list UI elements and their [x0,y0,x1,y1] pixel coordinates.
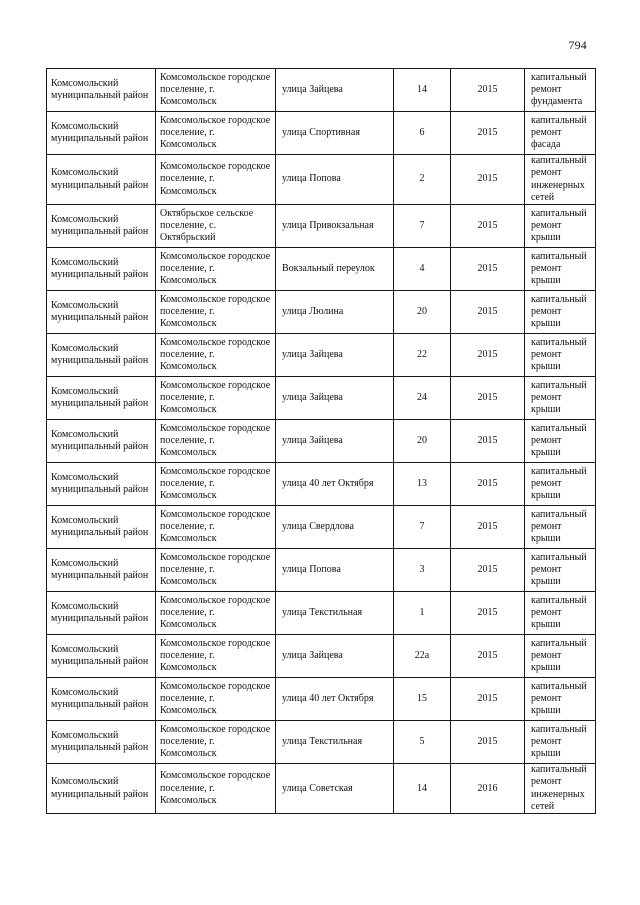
settlement-cell: Комсомольское городское поселение, г. Комсомольск [156,635,276,678]
year-cell: 2015 [451,420,525,463]
district-cell: Комсомольский муниципальный район [47,69,156,112]
work-type-cell: капитальный ремонт фундамента [525,69,596,112]
work-type-cell: капитальный ремонт крыши [525,334,596,377]
street-cell: улица Привокзальная [276,205,394,248]
street-cell: улица Текстильная [276,592,394,635]
settlement-cell: Комсомольское городское поселение, г. Комсомольск [156,549,276,592]
work-type-cell: капитальный ремонт фасада [525,112,596,155]
house-number-cell: 4 [394,248,451,291]
table-row [47,334,596,377]
settlement-cell: Комсомольское городское поселение, г. Комсомольск [156,377,276,420]
page-number: 794 [568,38,587,52]
house-number-cell: 7 [394,506,451,549]
settlement-cell: Комсомольское городское поселение, г. Комсомольск [156,592,276,635]
district-cell: Комсомольский муниципальный район [47,420,156,463]
work-type-cell: капитальный ремонт крыши [525,506,596,549]
house-number-cell: 5 [394,721,451,764]
house-number-cell: 15 [394,678,451,721]
district-cell: Комсомольский муниципальный район [47,635,156,678]
settlement-cell: Комсомольское городское поселение, г. Комсомольск [156,248,276,291]
street-cell: улица Текстильная [276,721,394,764]
table-row [47,549,596,592]
street-cell: улица Попова [276,549,394,592]
year-cell: 2015 [451,592,525,635]
house-number-cell: 24 [394,377,451,420]
table-row [47,463,596,506]
settlement-cell: Комсомольское городское поселение, г. Комсомольск [156,506,276,549]
district-cell: Комсомольский муниципальный район [47,155,156,205]
work-type-cell: капитальный ремонт крыши [525,248,596,291]
house-number-cell: 1 [394,592,451,635]
year-cell: 2015 [451,678,525,721]
street-cell: улица Спортивная [276,112,394,155]
settlement-cell: Комсомольское городское поселение, г. Комсомольск [156,291,276,334]
table-row [47,112,596,155]
table-row [47,506,596,549]
year-cell: 2015 [451,721,525,764]
settlement-cell: Комсомольское городское поселение, г. Комсомольск [156,721,276,764]
house-number-cell: 14 [394,69,451,112]
year-cell: 2015 [451,463,525,506]
table-row [47,205,596,248]
street-cell: улица Зайцева [276,635,394,678]
work-type-cell: капитальный ремонт инженерных сетей [525,764,596,814]
district-cell: Комсомольский муниципальный район [47,248,156,291]
work-type-cell: капитальный ремонт крыши [525,592,596,635]
street-cell: улица Зайцева [276,420,394,463]
street-cell: улица 40 лет Октября [276,463,394,506]
settlement-cell: Комсомольское городское поселение, г. Комсомольск [156,334,276,377]
year-cell: 2015 [451,377,525,420]
table-row [47,592,596,635]
year-cell: 2015 [451,112,525,155]
district-cell: Комсомольский муниципальный район [47,205,156,248]
work-type-cell: капитальный ремонт крыши [525,721,596,764]
table-row [47,635,596,678]
house-number-cell: 6 [394,112,451,155]
year-cell: 2015 [451,155,525,205]
settlement-cell: Комсомольское городское поселение, г. Комсомольск [156,155,276,205]
table-row [47,721,596,764]
work-type-cell: капитальный ремонт крыши [525,678,596,721]
district-cell: Комсомольский муниципальный район [47,463,156,506]
street-cell: улица Люлина [276,291,394,334]
table-row [47,764,596,814]
street-cell: улица Зайцева [276,377,394,420]
year-cell: 2016 [451,764,525,814]
year-cell: 2015 [451,205,525,248]
year-cell: 2015 [451,291,525,334]
settlement-cell: Октябрьское сельское поселение, с. Октябрьский [156,205,276,248]
work-type-cell: капитальный ремонт крыши [525,205,596,248]
year-cell: 2015 [451,549,525,592]
house-number-cell: 14 [394,764,451,814]
house-number-cell: 22а [394,635,451,678]
district-cell: Комсомольский муниципальный район [47,764,156,814]
settlement-cell: Комсомольское городское поселение, г. Комсомольск [156,678,276,721]
repair-register-table [46,68,596,814]
house-number-cell: 2 [394,155,451,205]
work-type-cell: капитальный ремонт крыши [525,635,596,678]
house-number-cell: 7 [394,205,451,248]
work-type-cell: капитальный ремонт крыши [525,549,596,592]
district-cell: Комсомольский муниципальный район [47,334,156,377]
district-cell: Комсомольский муниципальный район [47,112,156,155]
table-row [47,420,596,463]
work-type-cell: капитальный ремонт крыши [525,291,596,334]
year-cell: 2015 [451,248,525,291]
table-row [47,377,596,420]
district-cell: Комсомольский муниципальный район [47,291,156,334]
house-number-cell: 20 [394,420,451,463]
street-cell: улица Советская [276,764,394,814]
settlement-cell: Комсомольское городское поселение, г. Комсомольск [156,69,276,112]
street-cell: улица Свердлова [276,506,394,549]
settlement-cell: Комсомольское городское поселение, г. Комсомольск [156,420,276,463]
house-number-cell: 13 [394,463,451,506]
house-number-cell: 3 [394,549,451,592]
street-cell: улица 40 лет Октября [276,678,394,721]
district-cell: Комсомольский муниципальный район [47,549,156,592]
district-cell: Комсомольский муниципальный район [47,721,156,764]
street-cell: Вокзальный переулок [276,248,394,291]
year-cell: 2015 [451,334,525,377]
work-type-cell: капитальный ремонт крыши [525,420,596,463]
year-cell: 2015 [451,635,525,678]
settlement-cell: Комсомольское городское поселение, г. Комсомольск [156,112,276,155]
work-type-cell: капитальный ремонт крыши [525,463,596,506]
district-cell: Комсомольский муниципальный район [47,592,156,635]
street-cell: улица Зайцева [276,334,394,377]
house-number-cell: 20 [394,291,451,334]
street-cell: улица Попова [276,155,394,205]
district-cell: Комсомольский муниципальный район [47,506,156,549]
settlement-cell: Комсомольское городское поселение, г. Комсомольск [156,764,276,814]
table-row [47,69,596,112]
table-row [47,678,596,721]
year-cell: 2015 [451,506,525,549]
settlement-cell: Комсомольское городское поселение, г. Комсомольск [156,463,276,506]
house-number-cell: 22 [394,334,451,377]
district-cell: Комсомольский муниципальный район [47,678,156,721]
district-cell: Комсомольский муниципальный район [47,377,156,420]
year-cell: 2015 [451,69,525,112]
street-cell: улица Зайцева [276,69,394,112]
table-body [47,69,596,814]
work-type-cell: капитальный ремонт крыши [525,377,596,420]
table-row [47,155,596,205]
work-type-cell: капитальный ремонт инженерных сетей [525,155,596,205]
table-row [47,248,596,291]
table-row [47,291,596,334]
